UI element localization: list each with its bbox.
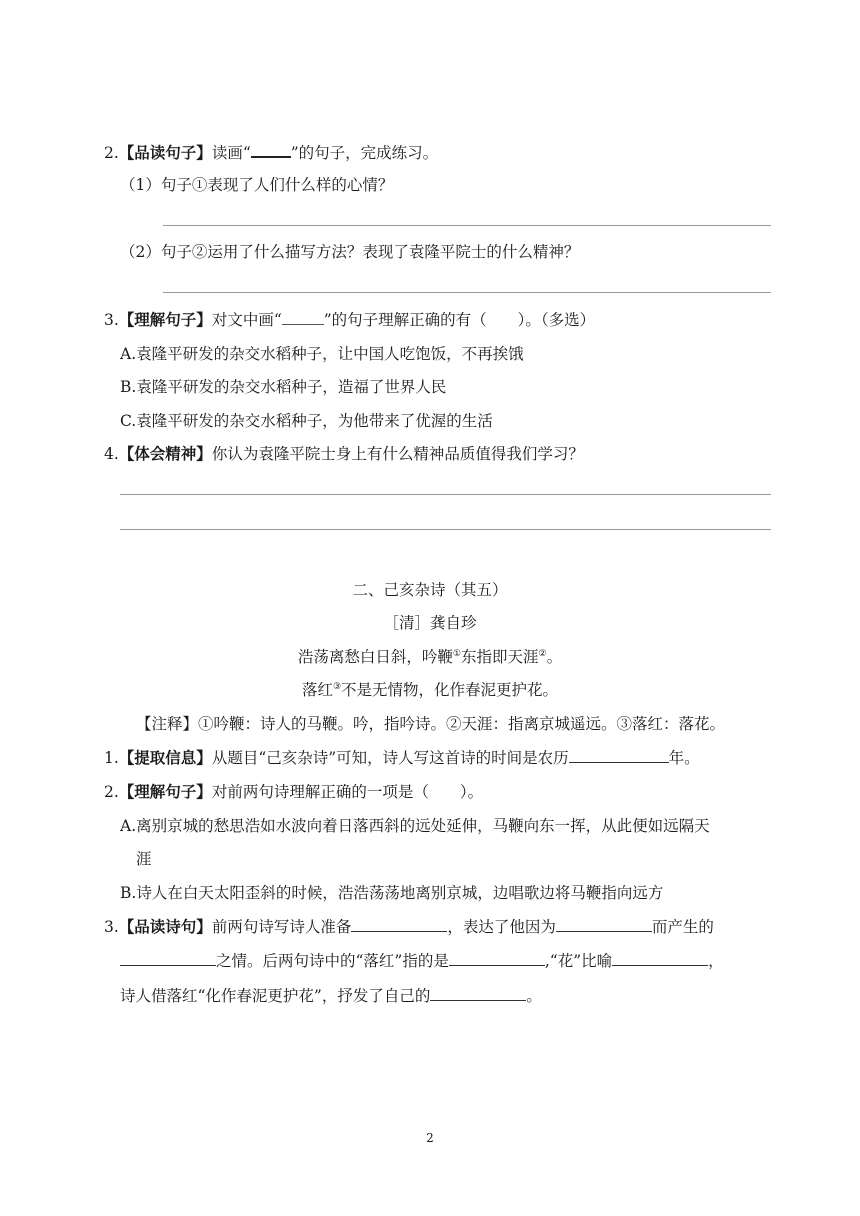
question-tag: 【体会精神】 — [118, 444, 212, 463]
poem-line-2: 落红③不是无情物，化作春泥更护花。 — [301, 681, 559, 699]
poem-option-b[interactable]: B.诗人在白天太阳歪斜的时候，浩浩荡荡地离别京城，边唱歌边将马鞭指向远方 — [120, 884, 664, 902]
answer-blank[interactable] — [430, 986, 526, 1001]
poem-question-2-stem: 2.【理解句子】对前两句诗理解正确的一项是（ ）。 — [104, 782, 484, 801]
poem-question-3-stem: 3.【品读诗句】前两句诗写诗人准备 ，表达了他因为 而产生的 — [104, 917, 714, 936]
question-2-sub-1: （1）句子①表现了人们什么样的心情？ — [120, 176, 394, 194]
answer-blank[interactable] — [556, 917, 652, 932]
answer-line[interactable] — [163, 292, 771, 293]
underline-marker — [282, 310, 324, 325]
answer-blank[interactable] — [569, 748, 669, 763]
option-b[interactable]: B.袁隆平研发的杂交水稻种子，造福了世界人民 — [120, 378, 447, 396]
question-2-sub-2: （2）句子②运用了什么描写方法？表现了袁隆平院士的什么精神？ — [120, 243, 580, 261]
option-a[interactable]: A.袁隆平研发的杂交水稻种子，让中国人吃饱饭，不再挨饿 — [120, 345, 524, 363]
answer-blank[interactable] — [351, 917, 447, 932]
page-number: 2 — [426, 1131, 434, 1145]
poem-option-a[interactable]: A.离别京城的愁思浩如水波向着日落西斜的远处延伸，马鞭向东一挥，从此便如远隔天 — [120, 817, 710, 835]
question-tag: 【品读诗句】 — [118, 917, 212, 936]
answer-blank[interactable] — [449, 951, 545, 966]
question-tag: 【品读句子】 — [118, 143, 212, 162]
poem-author: ［清］龚自珍 — [383, 614, 477, 632]
option-c[interactable]: C.袁隆平研发的杂交水稻种子，为他带来了优渥的生活 — [120, 412, 493, 430]
question-4-stem: 4.【体会精神】你认为袁隆平院士身上有什么精神品质值得我们学习？ — [104, 444, 584, 463]
answer-line[interactable] — [163, 225, 771, 226]
poem-line-1: 浩荡离愁白日斜，吟鞭①东指即天涯②。 — [297, 648, 563, 666]
question-tag: 【理解句子】 — [118, 310, 212, 329]
underline-marker — [251, 142, 291, 158]
question-3-stem: 3.【理解句子】对文中画“ ”的句子理解正确的有（ ）。（多选） — [104, 310, 596, 329]
poem-option-a-cont: 涯 — [136, 850, 152, 868]
poem-question-3-line-3: 诗人借落红“化作春泥更护花”，抒发了自己的 。 — [120, 987, 542, 1005]
answer-line[interactable] — [120, 529, 771, 530]
poem-question-1-stem: 1.【提取信息】从题目“己亥杂诗”可知，诗人写这首诗的时间是农历 年。 — [104, 748, 700, 767]
poem-question-3-line-2: 之情。后两句诗中的“落红”指的是 ,“花”比喻 ， — [120, 951, 724, 971]
answer-line[interactable] — [120, 494, 771, 495]
poem-title: 二、己亥杂诗（其五） — [352, 581, 508, 599]
answer-blank[interactable] — [120, 951, 216, 966]
question-tag: 【理解句子】 — [118, 782, 212, 801]
question-tag: 【提取信息】 — [118, 748, 212, 767]
question-2-stem: 2.【品读句子】读画“ ”的句子，完成练习。 — [104, 143, 439, 162]
answer-blank[interactable] — [612, 951, 708, 966]
poem-notes: 【注释】①吟鞭：诗人的马鞭。吟，指吟诗。②天涯：指离京城遥远。③落红：落花。 — [136, 715, 726, 733]
